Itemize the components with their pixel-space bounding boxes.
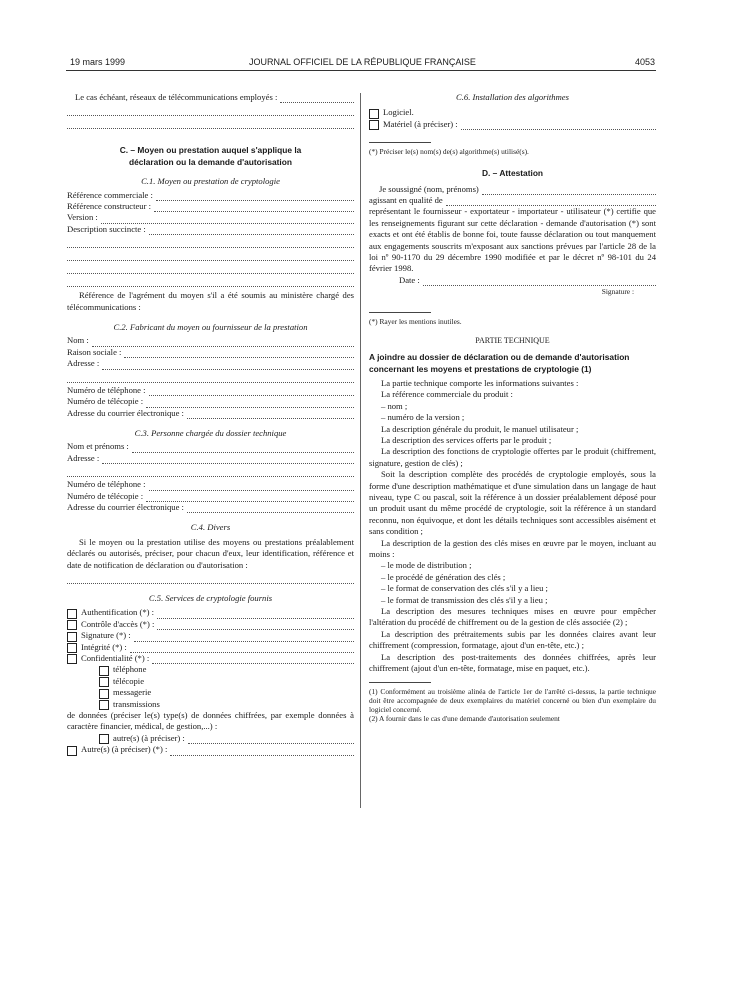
- c1-field: [67, 224, 354, 235]
- c2-contact-label: Adresse du courrier électronique :: [67, 407, 184, 418]
- dotted-line: [67, 251, 354, 261]
- tech-p2-item: – numéro de la version ;: [381, 412, 465, 423]
- tech-p4: La description des services offerts par le produit ;: [381, 434, 552, 445]
- c3-field: [67, 441, 354, 452]
- technique-title: PARTIE TECHNIQUE: [475, 335, 550, 345]
- d-footnote: (*) Rayer les mentions inutiles.: [369, 316, 462, 326]
- check-label: téléphone: [113, 664, 147, 675]
- c2-field: [67, 358, 354, 369]
- d-line-qualite: [369, 195, 656, 206]
- check-materiel[interactable]: [369, 119, 656, 130]
- c3-contact: [67, 479, 354, 490]
- check-telephone[interactable]: [99, 664, 354, 675]
- tech-p10: La description des post-traitements des données chiffrées, après leur chiffrement (ajout d'un en-tête, formatage, mise en paquet, etc.).: [369, 651, 656, 674]
- d-title: D. – Attestation: [481, 168, 544, 179]
- checkbox[interactable]: [67, 643, 77, 653]
- c6-title: C.6. Installation des algorithmes: [456, 92, 569, 102]
- check-label: autre(s) (à préciser) :: [113, 732, 185, 743]
- check-transmissions[interactable]: [99, 699, 354, 710]
- tech-p5: La description des fonctions de cryptologie offertes par le produit (chiffrement, signature, gestion de clés) ;: [369, 446, 656, 468]
- check-integrite[interactable]: [67, 642, 354, 653]
- intro-label: Le cas échéant, réseaux de télécommunications employés :: [75, 92, 278, 102]
- tech-p7-item: – le procédé de génération des clés ;: [381, 571, 506, 582]
- c2-contact-label: Numéro de téléphone :: [67, 384, 146, 395]
- tech-p8: La description des mesures techniques mises en œuvre pour empêcher l'altération du procédé de chiffrement ou de la gestion de clés associée (2) ;: [369, 606, 656, 628]
- check-label: Contrôle d'accès (*) :: [81, 618, 155, 629]
- checkbox[interactable]: [99, 677, 109, 687]
- c3-contact-label: Numéro de télécopie :: [67, 490, 144, 501]
- check-confidentialite[interactable]: [67, 653, 354, 664]
- check-label: messagerie: [113, 687, 152, 698]
- check-signature[interactable]: [67, 630, 354, 641]
- d-date-label: Date :: [399, 274, 420, 285]
- check-logiciel[interactable]: [369, 107, 656, 118]
- tech-p7-item: – le format de transmission des clés s'il y a lieu ;: [381, 594, 548, 605]
- dotted-line: [67, 574, 354, 584]
- section-c-title: C. – Moyen ou prestation auquel s'applique la déclaration ou la demande d'autorisation: [119, 145, 302, 167]
- c1-title: C.1. Moyen ou prestation de cryptologie: [141, 176, 280, 187]
- checkbox[interactable]: [369, 120, 379, 130]
- check-label: Autre(s) (à préciser) (*) :: [81, 744, 168, 755]
- c4-text: Si le moyen ou la prestation utilise des moyens ou prestations préalablement déclarés ou autorisés, préciser, pour chacun d'eux, leur identification, référence et date de notification de déclaration ou d'autorisation :: [67, 536, 354, 570]
- c3-contact: [67, 502, 354, 513]
- checkbox[interactable]: [67, 654, 77, 664]
- header-date: 19 mars 1999: [70, 57, 126, 67]
- c5-title: C.5. Services de cryptologie fournis: [148, 592, 273, 603]
- c6-footnote: (*) Préciser le(s) nom(s) de(s) algorithme(s) utilisé(s).: [369, 147, 529, 157]
- checkbox[interactable]: [99, 700, 109, 710]
- checkbox[interactable]: [67, 746, 77, 756]
- c3-title: C.3. Personne chargée du dossier technique: [134, 427, 287, 438]
- check-authentification[interactable]: [67, 607, 354, 618]
- tech-p9: La description des prétraitements subis par les données claires avant leur chiffrement (compression, formatage, ajout d'un en-tête, etc.) ;: [369, 628, 656, 651]
- c3-contact-label: Adresse du courrier électronique :: [67, 501, 184, 512]
- check-label: Confidentialité (*) :: [81, 653, 150, 663]
- c2-field-label: Nom :: [67, 335, 89, 346]
- check-controle-acces[interactable]: [67, 619, 354, 630]
- right-column: [369, 92, 656, 723]
- tech-p7-item: – le mode de distribution ;: [381, 560, 472, 571]
- left-column: [67, 92, 354, 756]
- check-messagerie[interactable]: [99, 687, 354, 698]
- column-divider: [360, 93, 361, 808]
- tech-p7-item: – le format de conservation des clés s'il y a lieu ;: [381, 583, 548, 594]
- tech-p3: La description générale du produit, le manuel utilisateur ;: [381, 423, 579, 434]
- d-signature: Signature :: [601, 287, 634, 297]
- tech-p1: La partie technique comporte les informations suivantes :: [381, 377, 579, 388]
- dotted-line: [67, 277, 354, 287]
- tech-p2: La référence commerciale du produit :: [381, 389, 513, 400]
- c3-field: [67, 453, 354, 464]
- check-autres-sub[interactable]: [67, 733, 354, 744]
- checkbox[interactable]: [99, 734, 109, 744]
- c2-contact: [67, 408, 354, 419]
- c1-field: [67, 212, 354, 223]
- d-text: représentant le fournisseur - exportateur - importateur - utilisateur (*) certifie que les renseignements figurant sur cette déclaration - demande d'autorisation (*) sont exacts et ont été établis de bonne foi, toute fausse déclaration ou tout manquement aux engagements souscrits m'exposant aux sanctions prévues par l'article 28 de la loi nº 90-1170 du 29 décembre 1990 modifiée et par le décret nº 98-101 du 24 février 1998.: [369, 206, 656, 274]
- c1-field-label: Description succincte :: [67, 223, 146, 234]
- d-line-label: agissant en qualité de: [369, 195, 443, 206]
- technique-subtitle: A joindre au dossier de déclaration ou de demande d'autorisation concernant les moyens et prestations de cryptologie (1): [369, 352, 630, 374]
- dotted-line: [67, 238, 354, 248]
- checkbox[interactable]: [369, 109, 379, 119]
- checkbox[interactable]: [67, 620, 77, 630]
- c2-field-label: Raison sociale :: [67, 346, 122, 357]
- tech-p6: Soit la description complète des procédés de cryptologie employés, sous la forme d'une description mathématique et d'une simulation dans un langage de haut niveau, type C ou pascal, soit la référence à un dossier préalablement déposé pour un produit usant du même procédé de cryptologie, soit la référence à un standard reconnu, non équivoque, et dont les détails techniques sont accessibles aisément et sans condition ;: [369, 469, 656, 537]
- c2-field: [67, 335, 354, 346]
- check-telecopie[interactable]: [99, 676, 354, 687]
- check-label: Signature (*) :: [81, 630, 131, 641]
- checkbox[interactable]: [99, 666, 109, 676]
- d-line-name: [369, 184, 656, 195]
- c1-field-label: Version :: [67, 212, 98, 223]
- dotted-line: [67, 373, 354, 383]
- header-rule: [66, 70, 656, 71]
- dotted-line: [67, 106, 354, 116]
- c1-field: [67, 190, 354, 201]
- c2-field: [67, 347, 354, 358]
- dotted-line: [67, 264, 354, 274]
- check-label: Authentification (*) :: [81, 607, 155, 618]
- c1-field: [67, 201, 354, 212]
- tech-p2-item: – nom ;: [381, 400, 408, 411]
- check-label: Logiciel.: [383, 107, 414, 118]
- c2-field-label: Adresse :: [67, 358, 100, 369]
- c1-field-label: Référence constructeur :: [67, 201, 151, 212]
- check-label: transmissions: [113, 698, 160, 709]
- intro-dots: [280, 94, 354, 103]
- c1-agrement: Référence de l'agrément du moyen s'il a été soumis au ministère chargé des télécommunications :: [67, 290, 354, 312]
- c1-field-label: Référence commerciale :: [67, 189, 153, 200]
- c4-title: C.4. Divers: [190, 522, 231, 533]
- c3-field-label: Nom et prénoms :: [67, 441, 129, 452]
- c2-contact: [67, 385, 354, 396]
- c2-contact: [67, 396, 354, 407]
- c3-contact-label: Numéro de téléphone :: [67, 479, 146, 490]
- donnees-text: de données (préciser le(s) type(s) de données chiffrées, par exemple données à caractère financier, médical, de gestion,...) :: [67, 710, 354, 732]
- dotted-line: [67, 467, 354, 477]
- check-label: télécopie: [113, 675, 145, 686]
- c3-field-label: Adresse :: [67, 452, 100, 463]
- d-line-label: Je soussigné (nom, prénoms): [379, 183, 479, 194]
- tech-fn2: (2) A fournir dans le cas d'une demande d'autorisation seulement: [369, 714, 560, 724]
- check-label: Intégrité (*) :: [81, 641, 127, 652]
- checkbox[interactable]: [67, 609, 77, 619]
- check-autres[interactable]: [67, 744, 354, 755]
- check-label: Matériel (à préciser) :: [383, 118, 458, 129]
- c3-contact: [67, 491, 354, 502]
- c2-title: C.2. Fabricant du moyen ou fournisseur de la prestation: [113, 322, 308, 333]
- confidentialite-options: [67, 664, 354, 710]
- c2-contact-label: Numéro de télécopie :: [67, 396, 144, 407]
- checkbox[interactable]: [99, 689, 109, 699]
- tech-p7: La description de la gestion des clés mises en œuvre par le moyen, incluant au moins :: [369, 537, 656, 559]
- dotted-line: [67, 119, 354, 129]
- header-journal-title: JOURNAL OFFICIEL DE LA RÉPUBLIQUE FRANÇAISE: [249, 57, 476, 67]
- tech-fn1: (1) Conformément au troisième alinéa de l'article 1er de l'arrêté ci-dessus, la partie technique doit être accompagnée de deux exemplaires du matériel concerné ou bien d'un exemplaire du logiciel concerné.: [369, 687, 656, 715]
- checkbox[interactable]: [67, 632, 77, 642]
- d-date: [369, 275, 656, 286]
- intro-line: [67, 92, 354, 103]
- header-page-number: 4053: [634, 57, 655, 67]
